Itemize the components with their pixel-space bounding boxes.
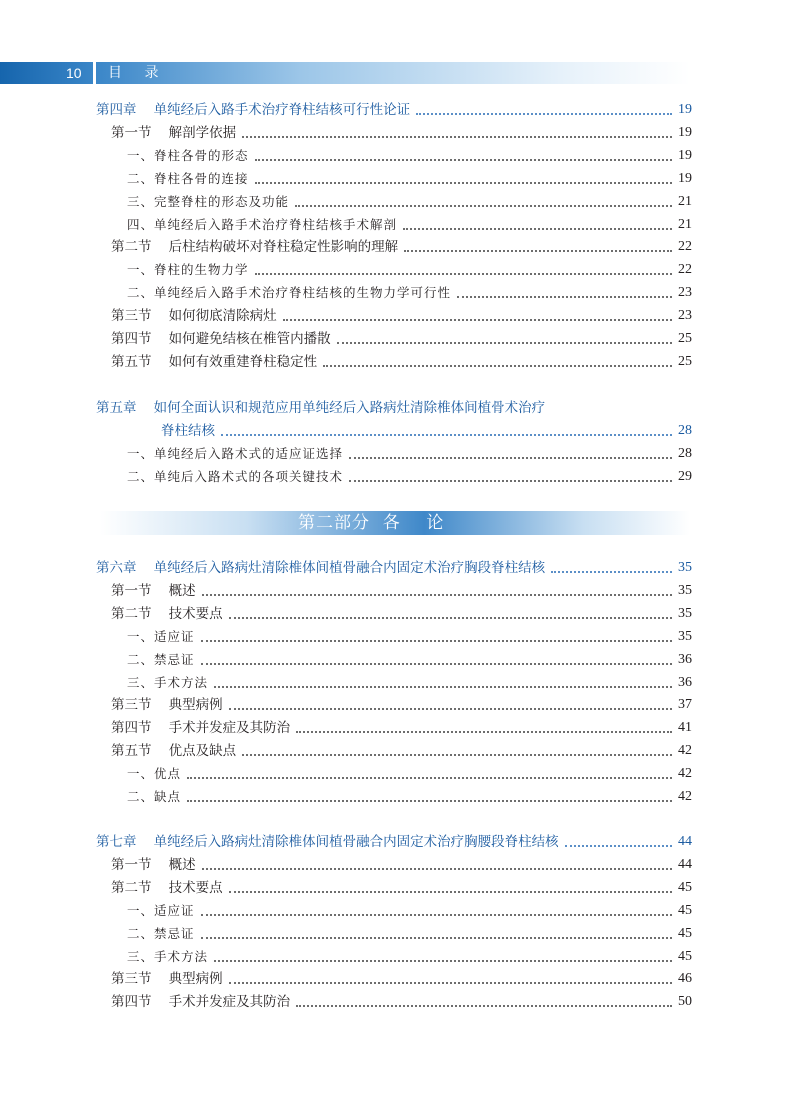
dot-leader [296,1005,672,1007]
toc-subsection[interactable] [127,787,692,807]
toc-entry-text: 二、单纯经后入路手术治疗脊柱结核的生物力学可行性 [127,285,452,300]
toc-page-number: 21 [678,194,692,209]
toc-chapter-5-title[interactable]: 第五章 如何全面认识和规范应用单纯经后入路病灶清除椎体间植骨术治疗 [96,400,546,416]
toc-entry-text: 第四节 如何避免结核在椎管内播散 [111,331,331,347]
toc-subsection[interactable] [127,901,692,921]
toc-page-number: 25 [678,354,692,369]
toc-section[interactable] [111,237,692,257]
dot-leader [214,686,672,688]
dot-leader [229,708,672,710]
toc-entry-text: 一、脊柱的生物力学 [127,262,249,277]
toc-page-number: 41 [678,720,692,735]
toc-entry-text: 二、脊柱各骨的连接 [127,171,249,186]
toc-section[interactable] [111,992,692,1012]
toc-entry-text: 二、单纯后入路术式的各项关键技术 [127,469,344,484]
toc-section[interactable] [111,604,692,624]
toc-page-number: 42 [678,766,692,781]
toc-subsection[interactable] [127,764,692,784]
toc-chapter-7[interactable] [96,832,692,852]
dot-leader [296,731,672,733]
toc-page-number: 44 [678,834,692,849]
toc-subsection[interactable] [127,444,692,464]
toc-entry-text: 四、单纯经后入路手术治疗脊柱结核手术解剖 [127,217,398,232]
dot-leader [187,777,672,779]
dot-leader [201,937,672,939]
toc-entry-text: 第五节 如何有效重建脊柱稳定性 [111,354,318,370]
dot-leader [416,113,672,115]
toc-page-number: 44 [678,857,692,872]
toc-page-number: 19 [678,125,692,140]
toc-entry-text: 第四节 手术并发症及其防治 [111,720,291,736]
toc-page-number: 23 [678,308,692,323]
toc-page-number: 45 [678,926,692,941]
dot-leader [565,845,672,847]
dot-leader [201,640,672,642]
dot-leader [255,159,672,161]
dot-leader [457,296,672,298]
dot-leader [403,228,672,230]
dot-leader [323,365,672,367]
toc-entry-text: 二、禁忌证 [127,926,195,941]
toc-page-number: 19 [678,102,692,117]
toc-page-number: 23 [678,285,692,300]
toc-chapter-title: 第七章 单纯经后入路病灶清除椎体间植骨融合内固定术治疗胸腰段脊柱结核 [96,834,559,850]
dot-leader [187,800,672,802]
dot-leader [202,868,672,870]
toc-subsection[interactable] [127,169,692,189]
toc-section[interactable] [111,123,692,143]
toc-subsection[interactable] [127,924,692,944]
toc-chapter-6[interactable] [96,558,692,578]
toc-page-number: 25 [678,331,692,346]
toc-page-number: 42 [678,789,692,804]
toc-page-number: 50 [678,994,692,1009]
toc-section[interactable] [111,878,692,898]
dot-leader [349,457,672,459]
toc-subsection[interactable] [127,627,692,647]
toc-chapter-5[interactable] [161,421,692,441]
dot-leader [202,594,672,596]
toc-entry-text: 一、单纯经后入路术式的适应证选择 [127,446,344,461]
dot-leader [283,319,672,321]
toc-entry-text: 第二节 后柱结构破坏对脊柱稳定性影响的理解 [111,239,399,255]
toc-entry-text: 第四节 手术并发症及其防治 [111,994,291,1010]
toc-section[interactable] [111,352,692,372]
dot-leader [349,480,672,482]
dot-leader [337,342,672,344]
toc-page-number: 22 [678,262,692,277]
toc-entry-text: 第一节 概述 [111,583,196,599]
toc-subsection[interactable] [127,146,692,166]
toc-section[interactable] [111,855,692,875]
toc-page-number: 19 [678,148,692,163]
toc-page-number: 35 [678,629,692,644]
toc-subsection[interactable] [127,650,692,670]
dot-leader [229,982,672,984]
toc-page-number: 45 [678,903,692,918]
toc-chapter-title: 第四章 单纯经后入路手术治疗脊柱结核可行性论证 [96,102,411,118]
toc-subsection[interactable] [127,467,692,487]
toc-entry-text: 三、手术方法 [127,949,209,964]
toc-page-number: 42 [678,743,692,758]
dot-leader [229,891,672,893]
dot-leader [255,182,672,184]
part-title: 第二部分 各 论 [298,513,445,533]
toc-page-number: 36 [678,675,692,690]
toc-entry-text: 第三节 如何彻底清除病灶 [111,308,277,324]
toc-page-number: 28 [678,446,692,461]
toc-entry-text: 一、脊柱各骨的形态 [127,148,249,163]
toc-section[interactable] [111,969,692,989]
dot-leader [214,960,672,962]
toc-subsection[interactable] [127,283,692,303]
toc-entry-text: 一、适应证 [127,629,195,644]
dot-leader [295,205,672,207]
dot-leader [201,663,672,665]
toc-section[interactable] [111,306,692,326]
dot-leader [242,136,672,138]
toc-chapter-title: 脊柱结核 [161,423,215,439]
dot-leader [229,617,672,619]
dot-leader [201,914,672,916]
toc-section[interactable] [111,741,692,761]
toc-section[interactable] [111,581,692,601]
dot-leader [221,434,672,436]
toc-subsection[interactable] [127,192,692,212]
toc-page-number: 46 [678,971,692,986]
dot-leader [255,273,672,275]
toc-page-number: 29 [678,469,692,484]
toc-entry-text: 三、手术方法 [127,675,209,690]
dot-leader [551,571,672,573]
dot-leader [242,754,672,756]
toc-subsection[interactable] [127,215,692,235]
toc-page-number: 45 [678,949,692,964]
toc-entry-text: 一、适应证 [127,903,195,918]
toc-entry-text: 第五节 优点及缺点 [111,743,237,759]
toc-entry-text: 二、禁忌证 [127,652,195,667]
toc-page-number: 28 [678,423,692,438]
toc-chapter-title: 第六章 单纯经后入路病灶清除椎体间植骨融合内固定术治疗胸段脊柱结核 [96,560,546,576]
toc-page-number: 37 [678,697,692,712]
toc-entry-text: 第三节 典型病例 [111,971,223,987]
toc-subsection[interactable] [127,947,692,967]
toc-page-number: 35 [678,583,692,598]
toc-section[interactable] [111,695,692,715]
toc-entry-text: 第二节 技术要点 [111,880,223,896]
toc-chapter-4[interactable] [96,100,692,120]
toc-subsection[interactable] [127,260,692,280]
toc-page-number: 19 [678,171,692,186]
toc-page-number: 36 [678,652,692,667]
toc-page-number: 35 [678,560,692,575]
toc-page-number: 22 [678,239,692,254]
toc-entry-text: 第三节 典型病例 [111,697,223,713]
toc-entry-text: 一、优点 [127,766,182,781]
page-number: 10 [66,65,82,81]
toc-entry-text: 三、完整脊柱的形态及功能 [127,194,290,209]
toc-section[interactable] [111,718,692,738]
toc-section[interactable] [111,329,692,349]
toc-entry-text: 第二节 技术要点 [111,606,223,622]
toc-page-number: 21 [678,217,692,232]
toc-page-number: 35 [678,606,692,621]
page-title: 目 录 [108,65,168,81]
toc-entry-text: 第一节 概述 [111,857,196,873]
toc-entry-text: 第一节 解剖学依据 [111,125,237,141]
toc-entry-text: 二、缺点 [127,789,182,804]
dot-leader [404,250,672,252]
toc-page-number: 45 [678,880,692,895]
toc-subsection[interactable] [127,673,692,693]
